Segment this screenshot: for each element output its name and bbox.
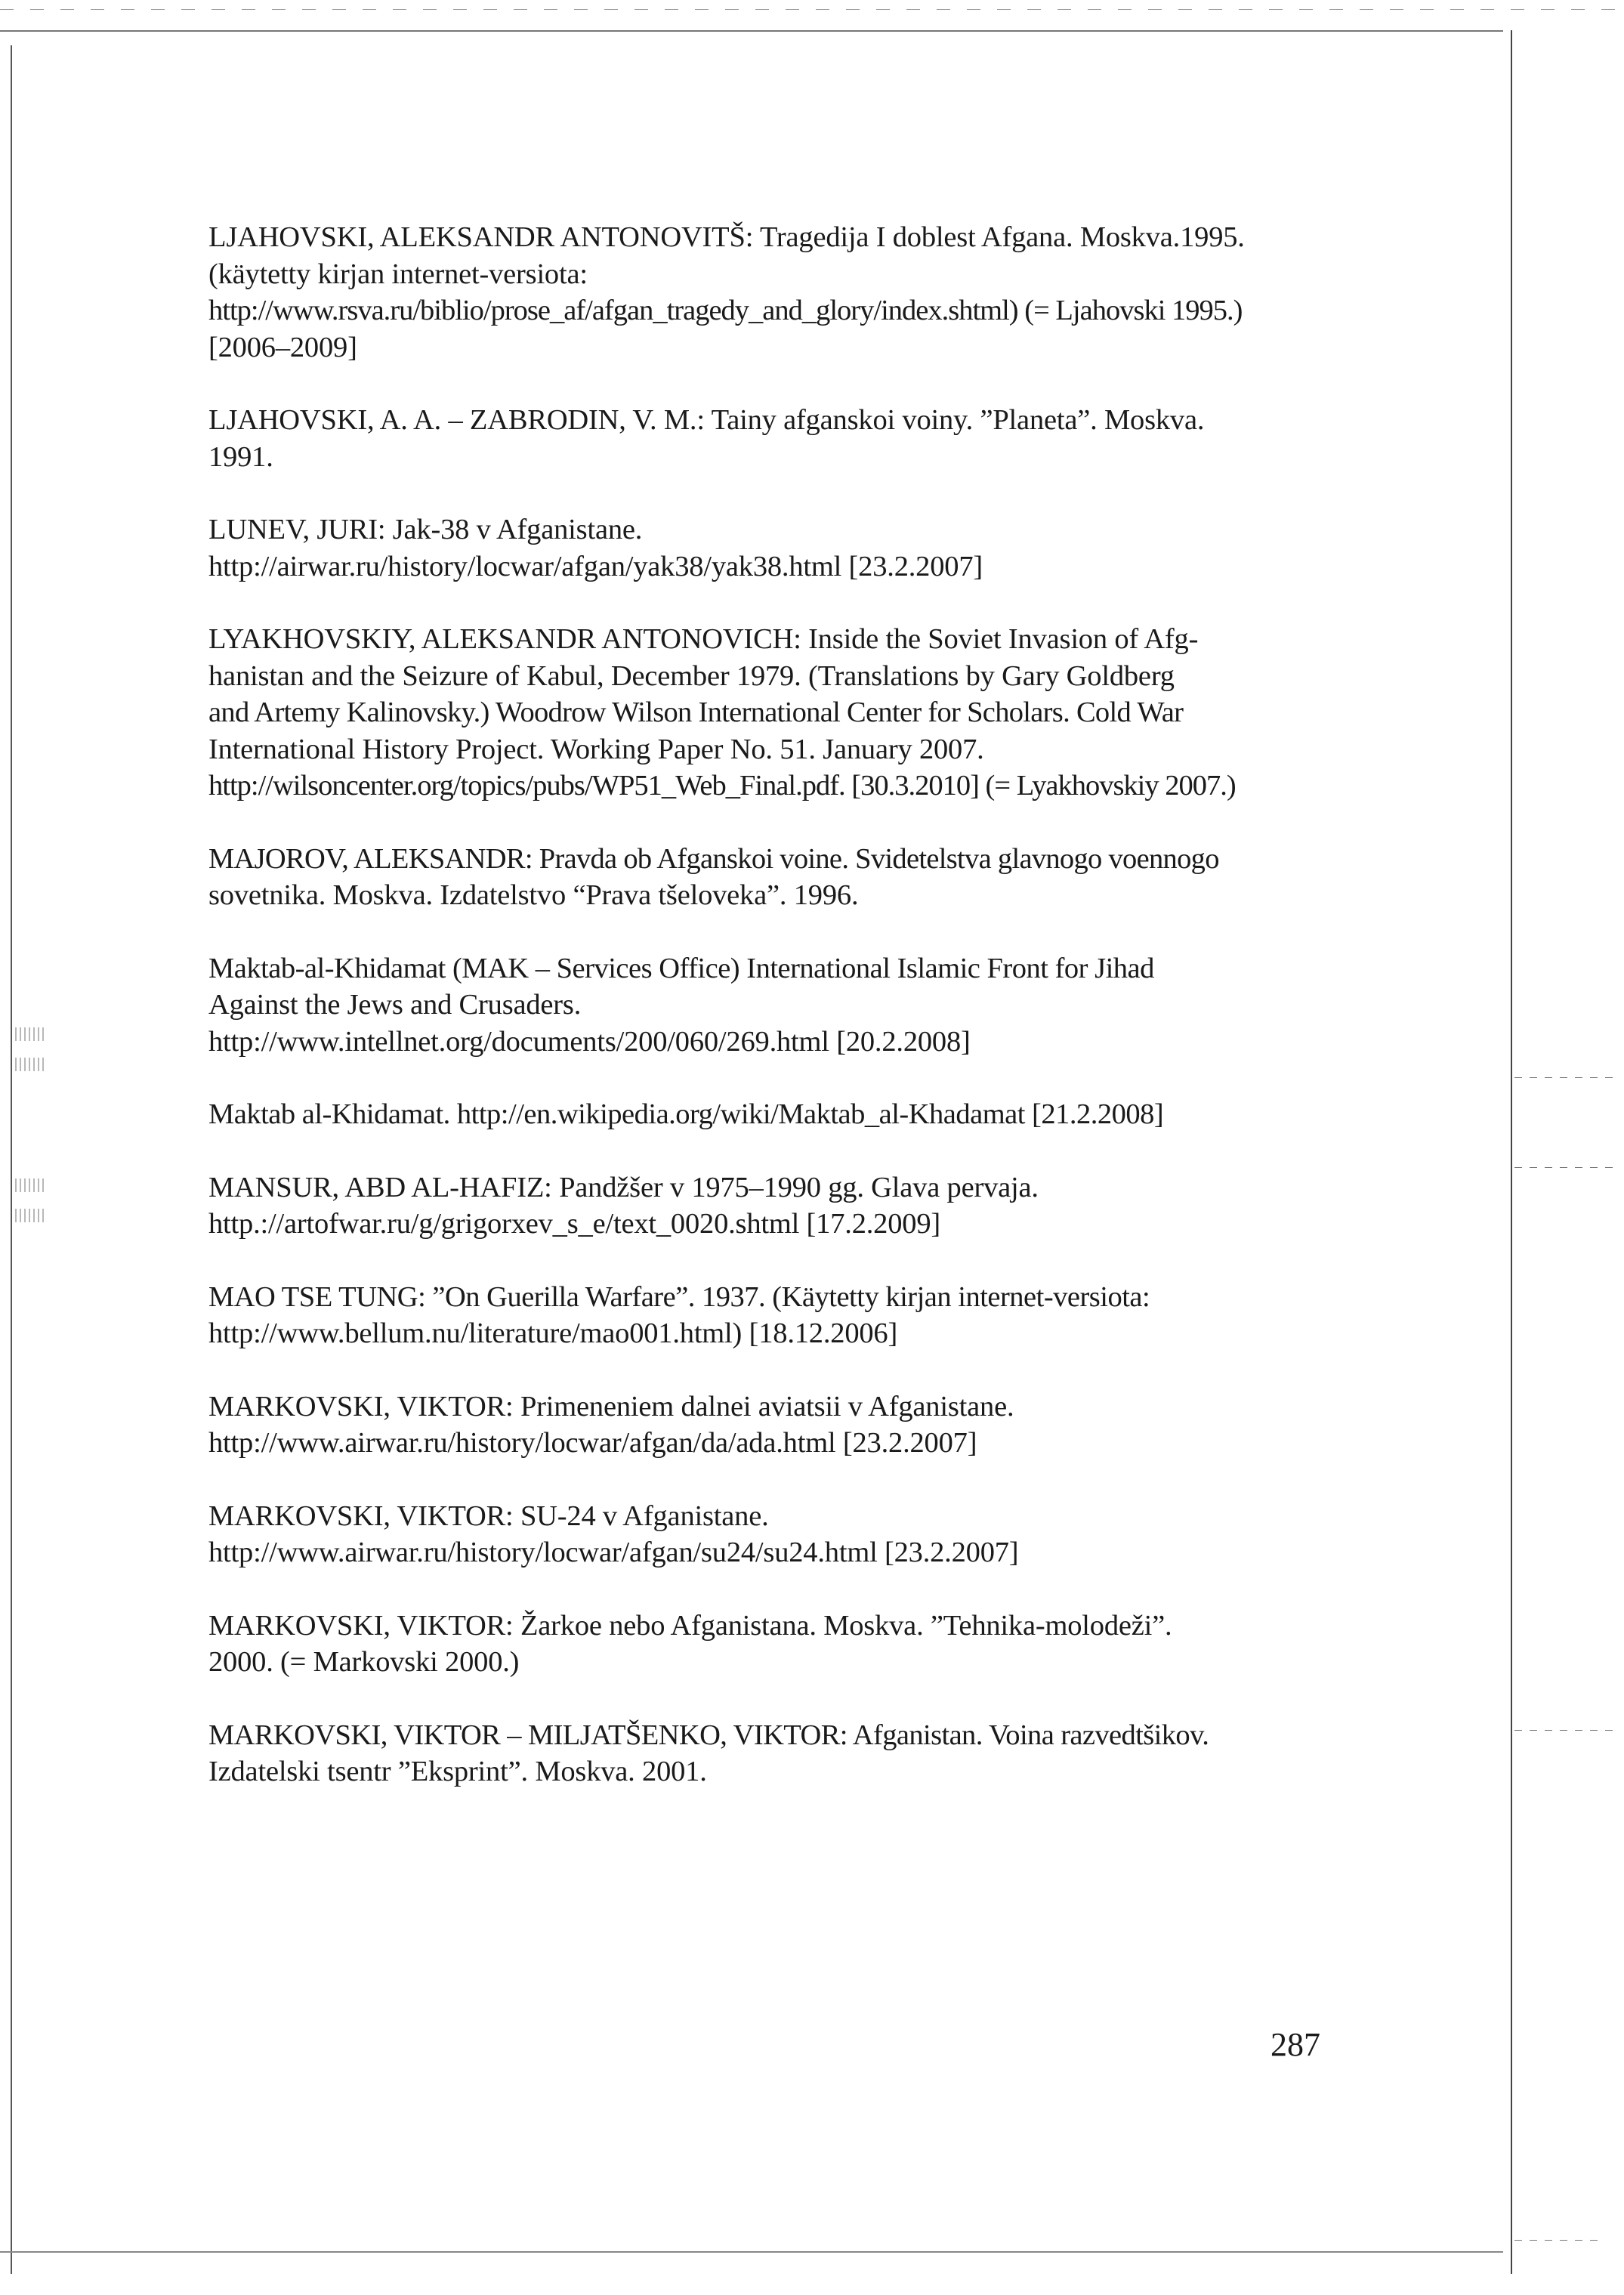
entry-line: Maktab-al-Khidamat (MAK – Services Office) International Islamic Front for Jihad [208,952,1154,984]
entry-line: 2000. (= Markovski 2000.) [208,1646,520,1678]
entry-line: http://www.airwar.ru/history/locwar/afgan/da/ada.html [23.2.2007] [208,1427,977,1459]
entry-line: Izdatelski tsentr ”Eksprint”. Moskva. 2001. [208,1756,707,1787]
entry-line: (käytetty kirjan internet-versiota: [208,258,588,290]
scan-right-tick [1514,1167,1620,1168]
entry-line: MARKOVSKI, VIKTOR: Primeneniem dalnei aviatsii v Afganistane. [208,1390,1014,1422]
scan-speck [15,1209,45,1222]
bibliography-entry [208,1498,1319,1571]
entry-line: Maktab al-Khidamat. http://en.wikipedia.org/wiki/Maktab_al-Khadamat [21.2.2008] [208,1098,1164,1130]
bibliography-list [208,219,1319,1827]
scan-left-border [11,45,12,2274]
entry-line: MARKOVSKI, VIKTOR: Žarkoe nebo Afganistana. Moskva. ”Tehnika-molodeži”. [208,1609,1172,1642]
bibliography-entry [208,1717,1319,1790]
entry-line: MAO TSE TUNG: ”On Guerilla Warfare”. 1937. (Käytetty kirjan internet-versiota: [208,1280,1150,1313]
scan-right-tick [1514,2240,1605,2241]
bibliography-entry [208,950,1319,1061]
scan-speck [15,1058,45,1071]
bibliography-entry [208,841,1319,914]
scan-speck [15,1027,45,1041]
bibliography-entry [208,511,1319,585]
entry-line: International History Project. Working Paper No. 51. January 2007. [208,733,984,765]
entry-line: MARKOVSKI, VIKTOR – MILJATŠENKO, VIKTOR: Afganistan. Voina razvedtšikov. [208,1719,1209,1751]
bibliography-entry [208,1169,1319,1243]
bibliography-entry [208,1388,1319,1462]
entry-line: http://wilsoncenter.org/topics/pubs/WP51_Web_Final.pdf. [30.3.2010] (= Lyakhovskiy 2007.) [208,770,1236,802]
scan-right-tick [1514,1730,1620,1731]
scan-top-border [0,30,1503,32]
bibliography-entry [208,1096,1319,1133]
entry-line: Against the Jews and Crusaders. [208,989,582,1021]
scan-right-tick [1514,1077,1620,1078]
entry-line: http://www.intellnet.org/documents/200/060/269.html [20.2.2008] [208,1025,971,1058]
entry-line: LJAHOVSKI, A. A. – ZABRODIN, V. M.: Tainy afganskoi voiny. ”Planeta”. Moskva. [208,404,1205,436]
scan-right-border [1511,30,1512,2274]
bibliography-entry [208,1279,1319,1352]
bibliography-entry [208,219,1319,366]
entry-line: http://www.rsva.ru/biblio/prose_af/afgan_tragedy_and_glory/index.shtml) (= Ljahovski 1995.) [208,295,1243,326]
entry-line: MAJOROV, ALEKSANDR: Pravda ob Afganskoi voine. Svidetelstva glavnogo voennogo [208,842,1219,875]
entry-line: [2006–2009] [208,331,357,363]
entry-line: http://airwar.ru/history/locwar/afgan/yak38/yak38.html [23.2.2007] [208,550,983,582]
entry-line: hanistan and the Seizure of Kabul, December 1979. (Translations by Gary Goldberg [208,659,1175,692]
entry-line: LYAKHOVSKIY, ALEKSANDR ANTONOVICH: Inside the Soviet Invasion of Afg- [208,623,1199,655]
entry-line: 1991. [208,440,273,473]
page-number: 287 [1270,2026,1320,2063]
bibliography-entry [208,621,1319,805]
bibliography-entry [208,402,1319,475]
entry-line: LJAHOVSKI, ALEKSANDR ANTONOVITŠ: Tragedija I doblest Afgana. Moskva.1995. [208,221,1245,253]
entry-line: http://www.airwar.ru/history/locwar/afgan/su24/su24.html [23.2.2007] [208,1537,1019,1568]
entry-line: MANSUR, ABD AL-HAFIZ: Pandžšer v 1975–1990 gg. Glava pervaja. [208,1171,1039,1203]
scan-bottom-border [0,2251,1503,2253]
scan-speck [15,1178,45,1192]
entry-line: sovetnika. Moskva. Izdatelstvo “Prava tšeloveka”. 1996. [208,879,859,911]
entry-line: and Artemy Kalinovsky.) Woodrow Wilson International Center for Scholars. Cold War [208,697,1184,728]
entry-line: LUNEV, JURI: Jak-38 v Afganistane. [208,514,643,545]
entry-line: http://www.bellum.nu/literature/mao001.html) [18.12.2006] [208,1317,898,1349]
bibliography-entry [208,1608,1319,1681]
scan-top-dotted-line [0,9,1624,10]
entry-line: MARKOVSKI, VIKTOR: SU-24 v Afganistane. [208,1500,769,1532]
entry-line: http.://artofwar.ru/g/grigorxev_s_e/text_0020.shtml [17.2.2009] [208,1208,940,1240]
